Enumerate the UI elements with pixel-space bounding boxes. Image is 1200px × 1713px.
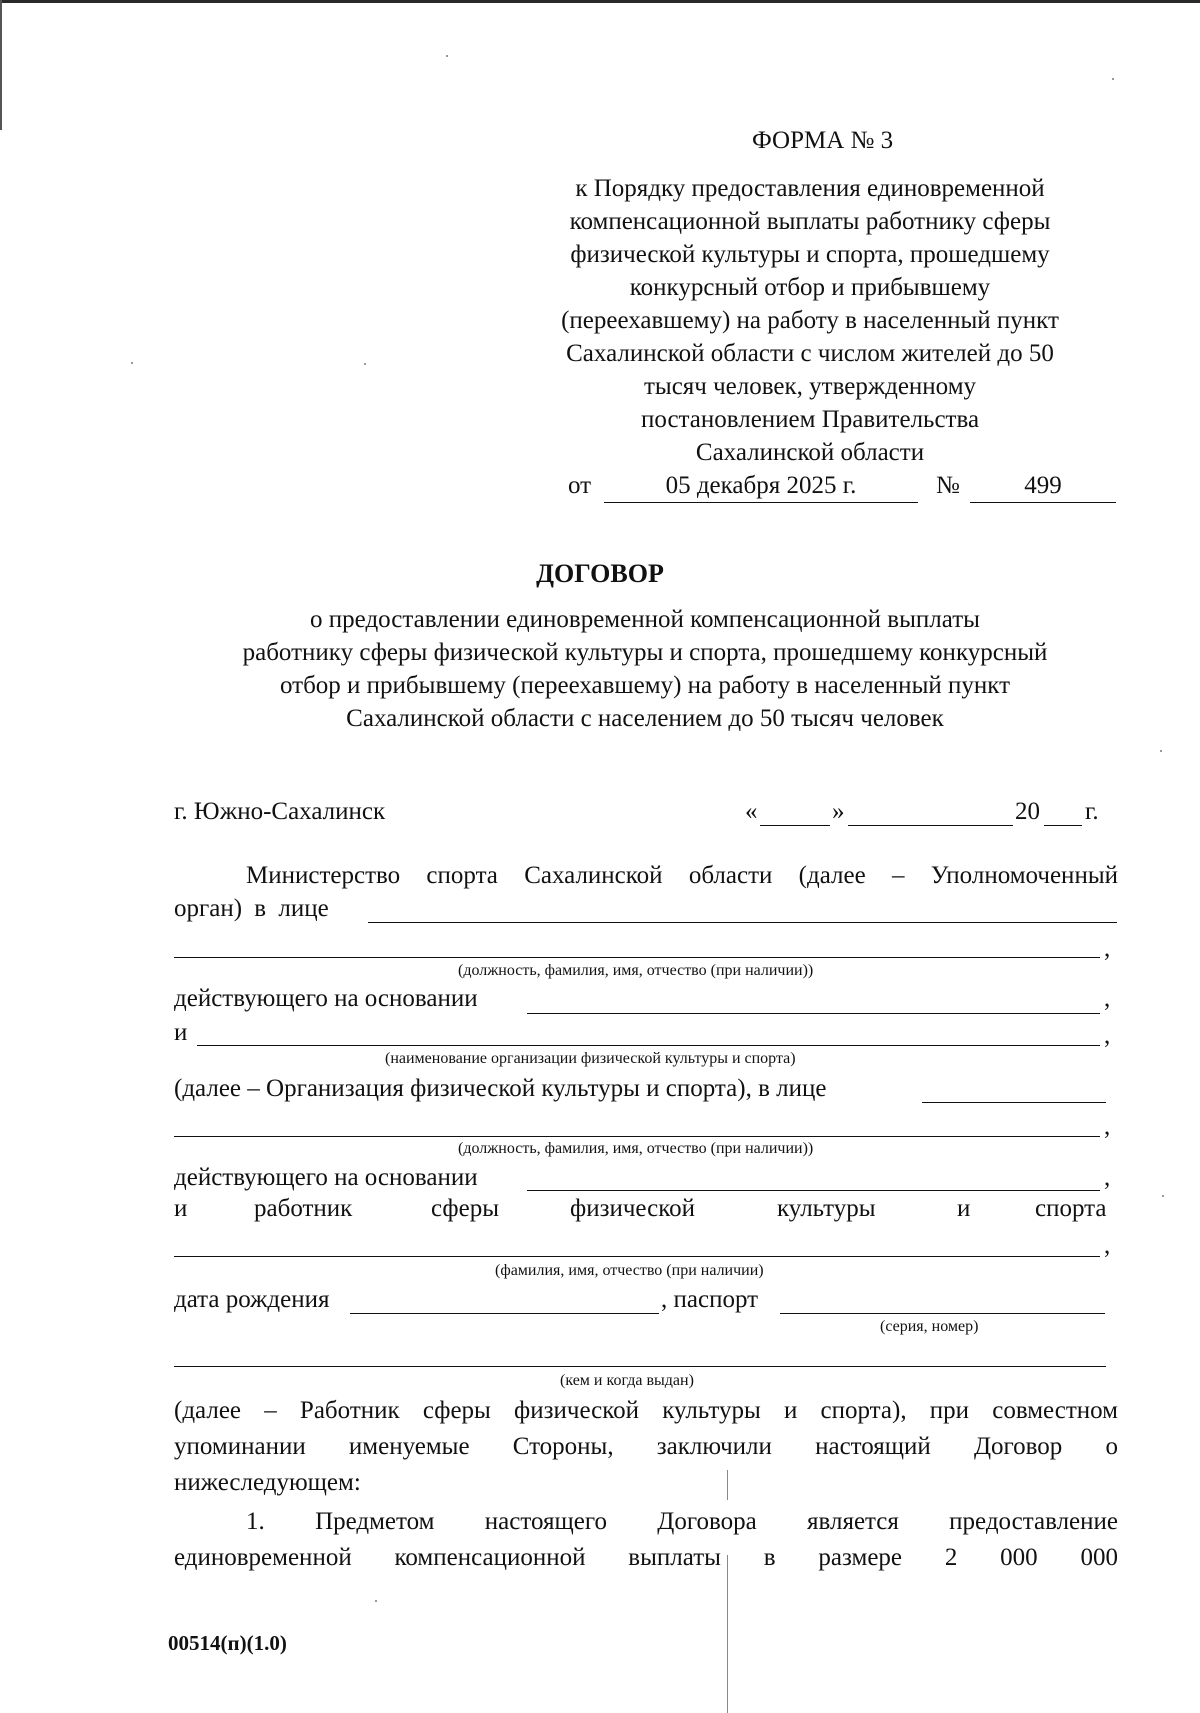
day-blank[interactable] <box>760 825 830 826</box>
worker-name-blank[interactable] <box>174 1256 1100 1257</box>
year-suffix: г. <box>1085 798 1099 825</box>
clause-1: единовременной компенсационной выплаты в размере 2 000 000 <box>174 1544 1118 1571</box>
acting-basis: действующего на основании <box>174 985 478 1012</box>
basis-blank-2[interactable] <box>527 1190 1100 1191</box>
form-ref-line: физической культуры и спорта, прошедшему <box>570 241 1050 268</box>
comma: , <box>1104 935 1111 962</box>
contract-subtitle-line: отбор и прибывшему (переехавшему) на работу в населенный пункт <box>279 672 1010 699</box>
scan-speck <box>375 1600 377 1602</box>
contract-subtitle-line: о предоставлении единовременной компенсационной выплаты <box>310 606 980 633</box>
form-date-prefix: от <box>568 472 592 499</box>
form-ref-line: Сахалинской области <box>695 439 925 466</box>
issued-by-blank[interactable] <box>174 1366 1106 1367</box>
form-title: ФОРМА № 3 <box>752 127 894 154</box>
caption-worker: (фамилия, имя, отчество (при наличии) <box>495 1262 764 1279</box>
form-number-sign: № <box>936 472 960 499</box>
worker-word: и <box>957 1195 971 1222</box>
comma: , <box>1104 1022 1111 1049</box>
worker-definition: нижеследующем: <box>174 1469 361 1496</box>
organization-blank[interactable] <box>197 1045 1100 1046</box>
footer-code: 00514(п)(1.0) <box>168 1631 287 1655</box>
and-word: и <box>174 1019 188 1046</box>
worker-definition: упоминании именуемые Стороны, заключили настоящий Договор о <box>174 1433 1118 1460</box>
year-prefix: 20 <box>1015 798 1040 825</box>
scan-speck <box>1162 1195 1164 1197</box>
worker-definition: (далее – Работник сферы физической культуры и спорта), при совместном <box>174 1397 1118 1424</box>
acting-basis-2: действующего на основании <box>174 1164 478 1191</box>
year-blank[interactable] <box>1044 825 1082 826</box>
scan-border-left <box>0 0 2 130</box>
caption-official-2: (должность, фамилия, имя, отчество (при наличии)) <box>458 1140 814 1157</box>
worker-word: культуры <box>777 1195 876 1222</box>
ministry-line: Министерство спорта Сахалинской области (далее – Уполномоченный <box>246 862 1118 889</box>
basis-blank-1[interactable] <box>527 1013 1100 1014</box>
comma: , <box>1104 1232 1111 1259</box>
contract-subtitle-line: работнику сферы физической культуры и спорта, прошедшему конкурсный <box>242 639 1048 666</box>
scan-fold-line <box>727 1555 728 1713</box>
worker-word: сферы <box>431 1195 499 1222</box>
clause-1: 1. Предметом настоящего Договора является предоставление <box>246 1508 1118 1535</box>
form-ref-line: компенсационной выплаты работнику сферы <box>569 208 1051 235</box>
official-blank-2[interactable] <box>174 957 1100 958</box>
date-open-quote: « <box>745 798 758 825</box>
worker-word: работник <box>254 1195 353 1222</box>
caption-issued: (кем и когда выдан) <box>560 1372 694 1389</box>
official-blank-1[interactable] <box>368 922 1117 923</box>
contract-subtitle-line: Сахалинской области с населением до 50 тысяч человек <box>346 705 944 732</box>
form-date-underline <box>604 502 918 503</box>
form-ref-line: к Порядку предоставления единовременной <box>575 175 1045 202</box>
worker-word: физической <box>570 1195 695 1222</box>
passport-blank[interactable] <box>780 1313 1105 1314</box>
form-number-underline <box>970 502 1116 503</box>
passport-label: , паспорт <box>661 1286 759 1313</box>
form-date-value: 05 декабря 2025 г. <box>665 472 857 499</box>
organization-line: (далее – Организация физической культуры и спорта), в лице <box>174 1075 827 1102</box>
scan-speck <box>1112 78 1114 80</box>
caption-organization: (наименование организации физической культуры и спорта) <box>385 1050 796 1067</box>
org-official-blank-2[interactable] <box>174 1136 1100 1137</box>
month-blank[interactable] <box>848 825 1013 826</box>
form-ref-line: постановлением Правительства <box>640 406 980 433</box>
form-ref-line: тысяч человек, утвержденному <box>643 373 977 400</box>
scan-speck <box>131 362 133 364</box>
city: г. Южно-Сахалинск <box>174 798 386 825</box>
date-close-quote: » <box>832 798 845 825</box>
birth-date-blank[interactable] <box>350 1313 659 1314</box>
scan-speck <box>446 55 448 57</box>
form-ref-line: (переехавшему) на работу в населенный пункт <box>561 307 1059 334</box>
comma: , <box>1104 1164 1111 1191</box>
comma: , <box>1104 1113 1111 1140</box>
comma: , <box>1104 985 1111 1012</box>
form-ref-line: конкурсный отбор и прибывшему <box>629 274 991 301</box>
org-official-blank-1[interactable] <box>922 1102 1106 1103</box>
caption-passport: (серия, номер) <box>880 1318 979 1335</box>
organ-prefix: орган) в лице <box>174 895 329 922</box>
scan-speck <box>1160 750 1162 752</box>
worker-word: и <box>174 1195 188 1222</box>
form-ref-line: Сахалинской области с числом жителей до 50 <box>566 340 1054 367</box>
scan-speck <box>364 363 366 365</box>
scan-fold-line <box>727 1470 728 1500</box>
worker-word: спорта <box>1035 1195 1107 1222</box>
birth-date-label: дата рождения <box>174 1286 330 1313</box>
scan-border-top <box>0 0 1200 3</box>
contract-heading: ДОГОВОР <box>536 559 664 588</box>
caption-official: (должность, фамилия, имя, отчество (при наличии)) <box>458 962 814 979</box>
form-number-value: 499 <box>1024 472 1062 499</box>
